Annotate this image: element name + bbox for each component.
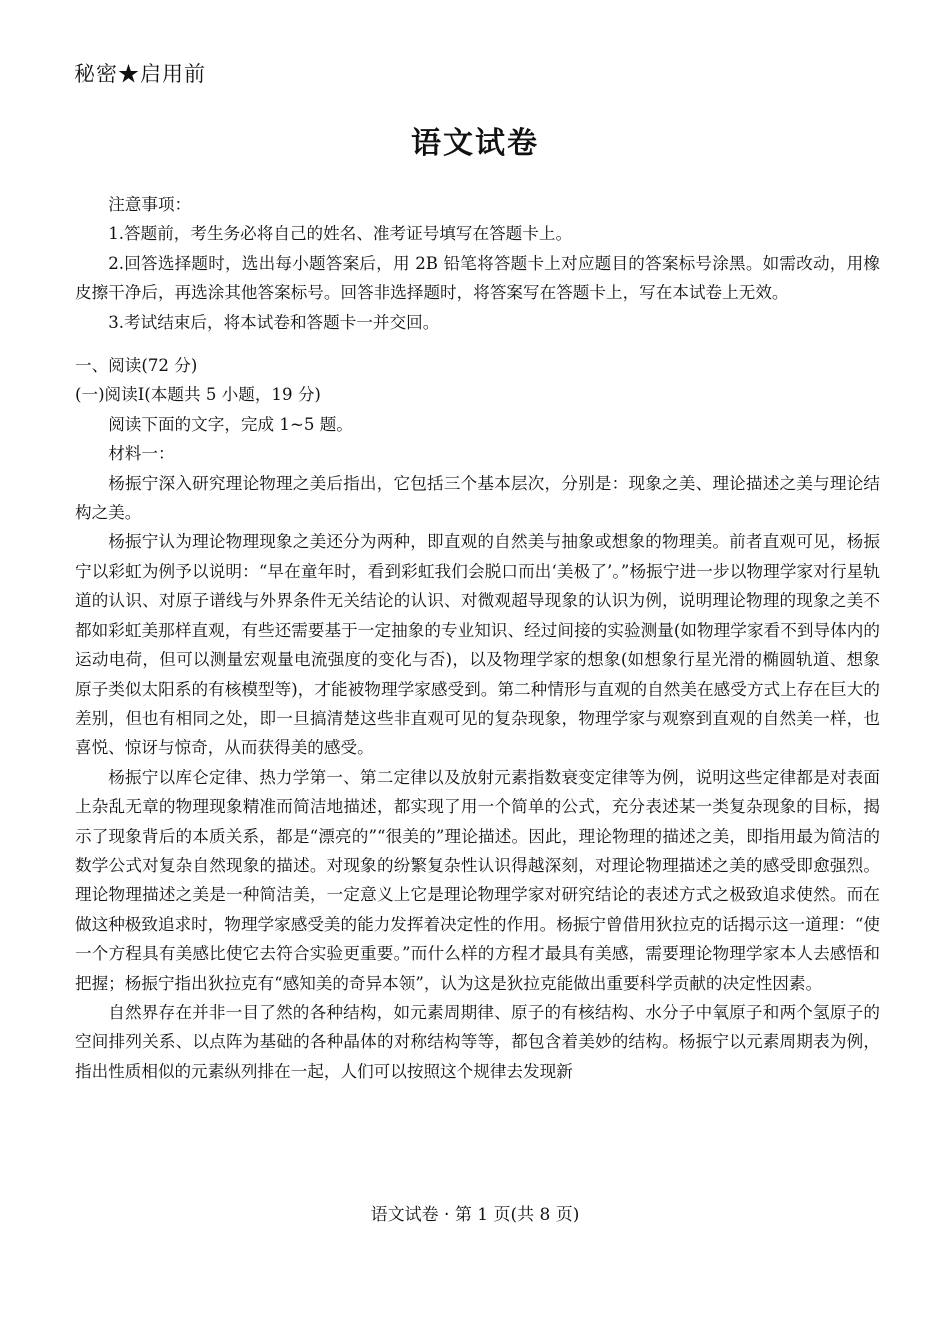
note-item-1: 1.答题前，考生务必将自己的姓名、准考证号填写在答题卡上。	[108, 224, 573, 244]
page-footer: 语文试卷 · 第 1 页(共 8 页)	[370, 1205, 580, 1225]
material-label: 材料一：	[108, 444, 175, 464]
note-item-2: 2.回答选择题时，选出每小题答案后，用 2B 铅笔将答题卡上对应题目的答案标号涂黑。如需改动，用橡皮擦干净后，再选涂其他答案标号。回答非选择题时，将答案写在答题卡上，写在本试卷上无效。	[75, 253, 880, 303]
passage-paragraph-3: 杨振宁以库仑定律、热力学第一、第二定律以及放射元素指数衰变定律等为例，说明这些定律都是对表面上杂乱无章的物理现象精准而简洁地描述，都实现了用一个简单的公式，充分表述某一类复杂现象的目标，揭示了现象背后的本质关系，都是“漂亮的”“很美的”理论描述。因此，理论物理的描述之美，即指用最为简洁的数学公式对复杂自然现象的描述。对现象的纷繁复杂性认识得越深刻，对理论物理描述之美的感受即愈强烈。理论物理描述之美是一种简洁美，一定意义上它是理论物理学家对研究结论的表述方式之极致追求使然。而在做这种极致追求时，物理学家感受美的能力发挥着决定性的作用。杨振宁曾借用狄拉克的话揭示这一道理：“使一个方程具有美感比使它去符合实验更重要。”而什么样的方程才最具有美感，需要理论物理学家本人去感悟和把握；杨振宁指出狄拉克有“感知美的奇异本领”，认为这是狄拉克能做出重要科学贡献的决定性因素。	[75, 767, 880, 993]
notes-heading: 注意事项：	[108, 195, 192, 214]
note-item-3: 3.考试结束后，将本试卷和答题卡一并交回。	[108, 312, 440, 332]
passage-paragraph-4: 自然界存在并非一目了然的各种结构，如元素周期律、原子的有核结构、水分子中氧原子和两个氢原子的空间排列关系、以点阵为基础的各种晶体的对称结构等等，都包含着美妙的结构。杨振宁以元素周期表为例，指出性质相似的元素纵列排在一起，人们可以按照这个规律去发现新	[75, 1002, 880, 1081]
confidential-label: 秘密★启用前	[74, 62, 206, 86]
section-sub-heading: (一)阅读Ⅰ(本题共 5 小题，19 分)	[75, 385, 321, 405]
passage-paragraph-1: 杨振宁深入研究理论物理之美后指出，它包括三个基本层次，分别是：现象之美、理论描述之美与理论结构之美。	[75, 473, 880, 523]
section-gap	[75, 337, 880, 351]
page-body	[75, 190, 880, 1086]
passage-paragraph-2: 杨振宁认为理论物理现象之美还分为两种，即直观的自然美与抽象或想象的物理美。前者直观可见，杨振宁以彩虹为例予以说明：“早在童年时，看到彩虹我们会脱口而出‘美极了’。”杨振宁进一步以物理学家对行星轨道的认识、对原子谱线与外界条件无关结论的认识、对微观超导现象的认识为例，说明理论物理的现象之美不都如彩虹美那样直观，有些还需要基于一定抽象的专业知识、经过间接的实验测量(如物理学家看不到导体内的运动电荷，但可以测量宏观量电流强度的变化与否)，以及物理学家的想象(如想象行星光滑的椭圆轨道、想象原子类似太阳系的有核模型等)，才能被物理学家感受到。第二种情形与直观的自然美在感受方式上存在巨大的差别，但也有相同之处，即一旦搞清楚这些非直观可见的复杂现象，物理学家与观察到直观的自然美一样，也喜悦、惊讶与惊奇，从而获得美的感受。	[75, 532, 880, 758]
section-part-heading: 一、阅读(72 分)	[75, 356, 198, 376]
section-instruction: 阅读下面的文字，完成 1~5 题。	[108, 414, 353, 434]
page-title: 语文试卷	[411, 126, 539, 161]
